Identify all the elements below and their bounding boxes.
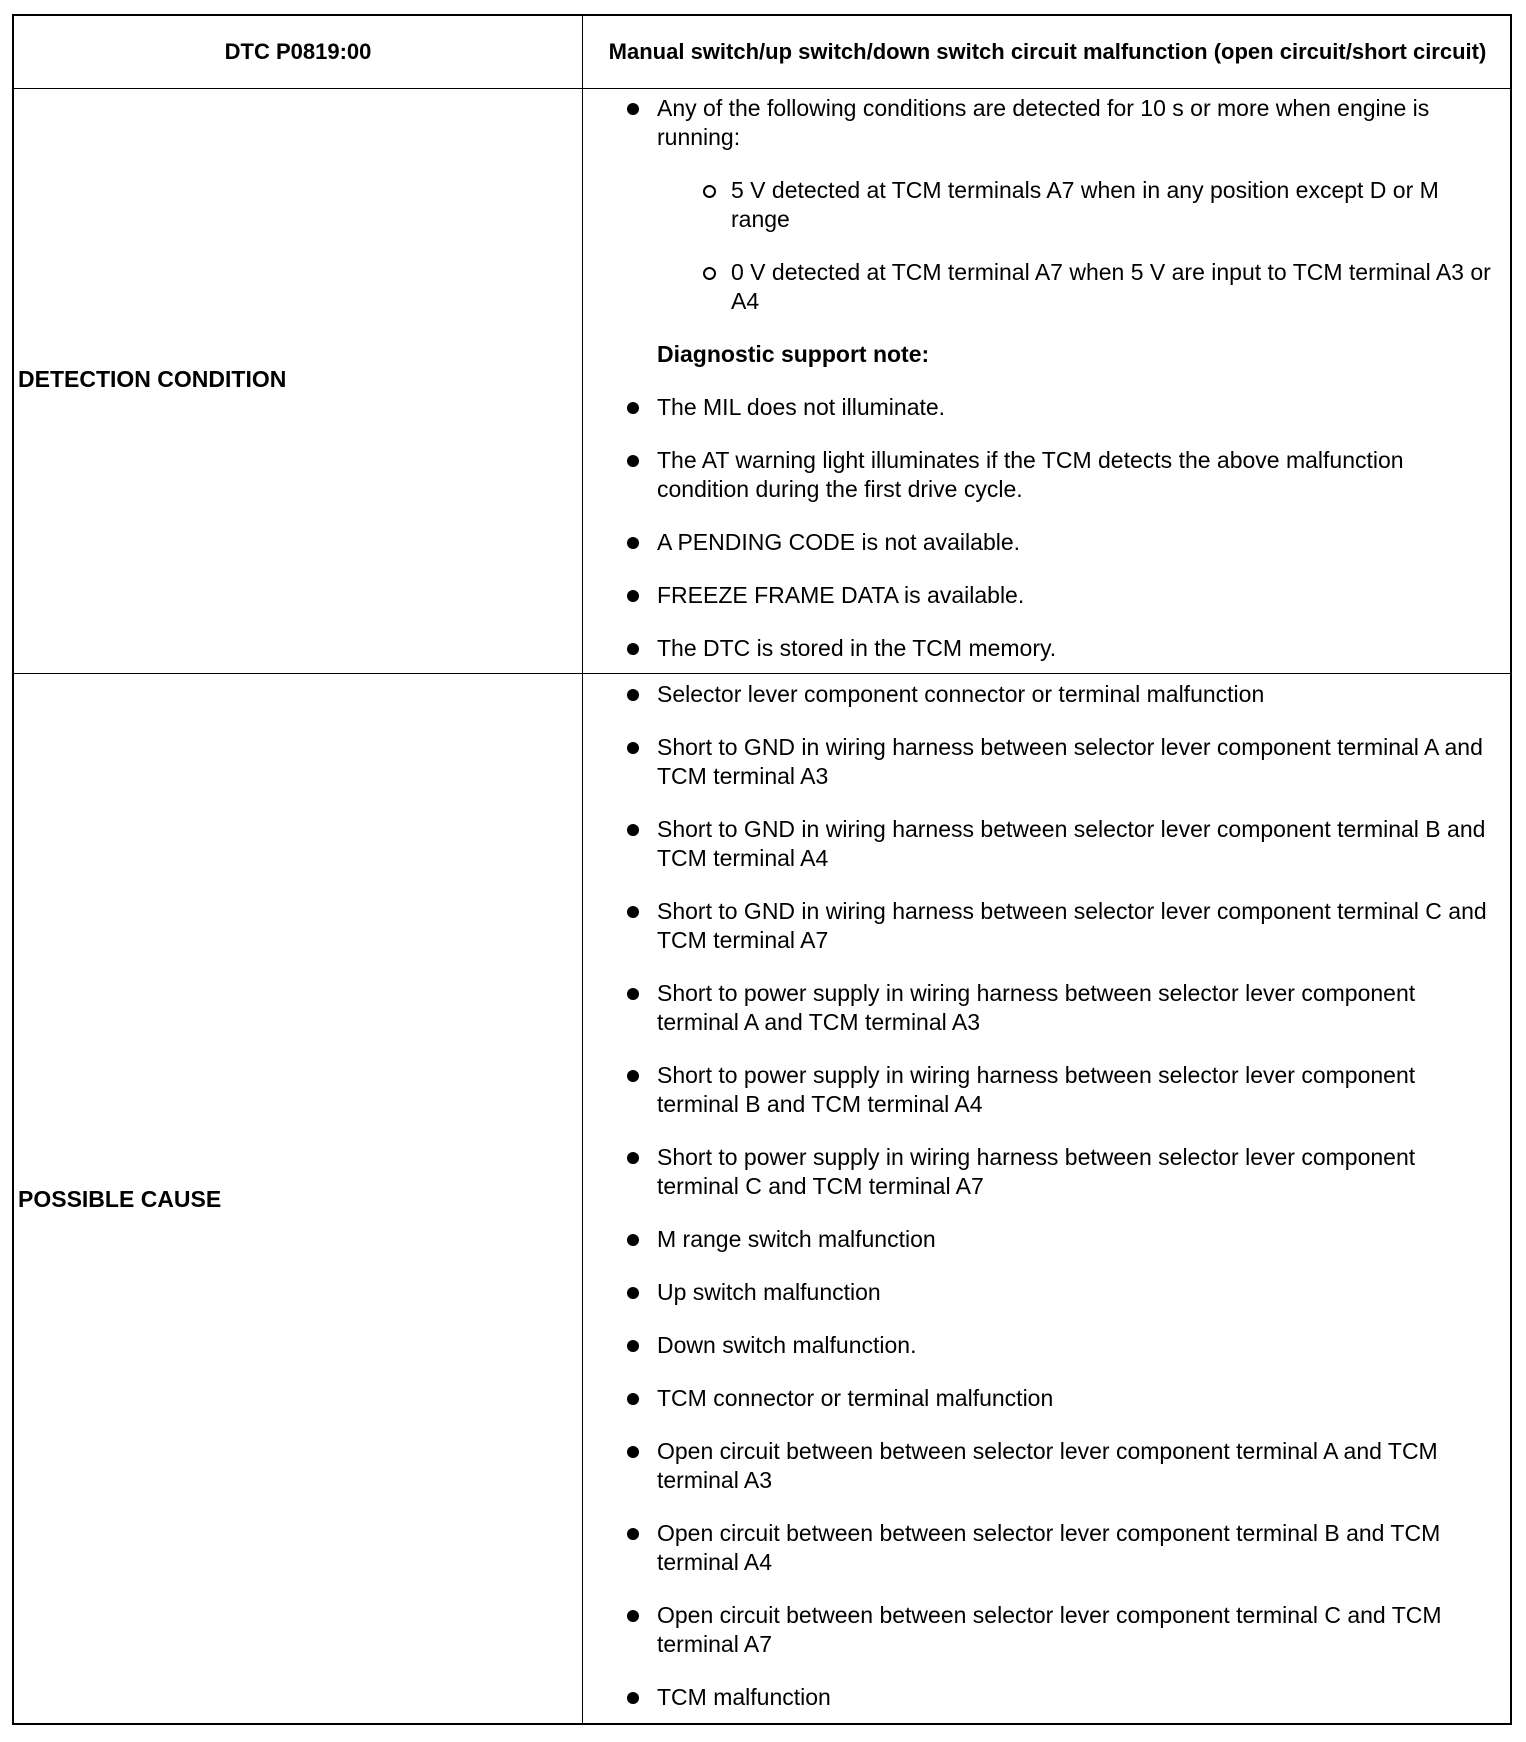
detection-intro: Any of the following conditions are detected for 10 s or more when engine is running: xyxy=(657,95,1430,150)
list-item xyxy=(627,94,1496,152)
dtc-table xyxy=(12,14,1512,1725)
list-item xyxy=(627,680,1496,709)
list-item xyxy=(627,1683,1496,1712)
bullet-icon xyxy=(627,455,639,467)
list-item xyxy=(627,1225,1496,1254)
list-item xyxy=(627,1061,1496,1119)
possible-cause-label: POSSIBLE CAUSE xyxy=(18,1186,222,1212)
dtc-code-header: DTC P0819:00 xyxy=(224,39,372,64)
sub-bullet-icon xyxy=(703,267,716,280)
detection-condition-content xyxy=(583,94,1512,663)
bullet-icon xyxy=(627,1393,639,1405)
list-item xyxy=(627,979,1496,1037)
detection-condition-label: DETECTION CONDITION xyxy=(18,366,287,392)
bullet-icon xyxy=(627,906,639,918)
bullet-icon xyxy=(627,1610,639,1622)
list-item xyxy=(627,528,1496,557)
bullet-icon xyxy=(627,537,639,549)
bullet-icon xyxy=(627,689,639,701)
dtc-description-header: Manual switch/up switch/down switch circuit malfunction (open circuit/short circuit) xyxy=(608,39,1487,64)
note-text: The DTC is stored in the TCM memory. xyxy=(657,635,1057,661)
bullet-icon xyxy=(627,824,639,836)
bullet-icon xyxy=(627,1287,639,1299)
list-item xyxy=(627,176,1496,234)
possible-cause-content xyxy=(583,680,1512,1712)
cause-text: Open circuit between between selector lever component terminal A and TCM terminal A3 xyxy=(657,1438,1438,1493)
note-text: The AT warning light illuminates if the TCM detects the above malfunction condition during the first drive cycle. xyxy=(657,447,1404,502)
bullet-icon xyxy=(627,1152,639,1164)
bullet-icon xyxy=(627,1446,639,1458)
bullet-icon xyxy=(627,1070,639,1082)
cause-text: Selector lever component connector or terminal malfunction xyxy=(657,681,1265,707)
cause-text: TCM malfunction xyxy=(657,1684,831,1710)
note-text: FREEZE FRAME DATA is available. xyxy=(657,582,1025,608)
bullet-icon xyxy=(627,103,639,115)
bullet-icon xyxy=(627,590,639,602)
list-item xyxy=(627,393,1496,422)
bullet-icon xyxy=(627,1692,639,1704)
cause-text: Short to GND in wiring harness between selector lever component terminal A and TCM terminal A3 xyxy=(657,734,1483,789)
row-divider xyxy=(14,673,1510,674)
cause-text: Short to power supply in wiring harness between selector lever component terminal A and TCM terminal A3 xyxy=(657,980,1416,1035)
cause-text: Open circuit between between selector lever component terminal B and TCM terminal A4 xyxy=(657,1520,1441,1575)
header-divider xyxy=(14,88,1510,89)
list-item xyxy=(627,1331,1496,1360)
condition-text: 5 V detected at TCM terminals A7 when in any position except D or M range xyxy=(731,177,1439,232)
cause-text: TCM connector or terminal malfunction xyxy=(657,1385,1054,1411)
list-item xyxy=(627,733,1496,791)
list-item xyxy=(627,1384,1496,1413)
bullet-icon xyxy=(627,988,639,1000)
cause-text: Short to GND in wiring harness between selector lever component terminal B and TCM terminal A4 xyxy=(657,816,1486,871)
bullet-icon xyxy=(627,643,639,655)
list-item xyxy=(627,1143,1496,1201)
bullet-icon xyxy=(627,1234,639,1246)
sub-bullet-icon xyxy=(703,185,716,198)
list-item xyxy=(627,1278,1496,1307)
cause-text: Short to power supply in wiring harness between selector lever component terminal B and TCM terminal A4 xyxy=(657,1062,1416,1117)
list-item xyxy=(627,1601,1496,1659)
cause-text: Open circuit between between selector lever component terminal C and TCM terminal A7 xyxy=(657,1602,1442,1657)
bullet-icon xyxy=(627,1528,639,1540)
list-item xyxy=(627,1519,1496,1577)
cause-text: Short to power supply in wiring harness between selector lever component terminal C and TCM terminal A7 xyxy=(657,1144,1416,1199)
cause-text: Short to GND in wiring harness between selector lever component terminal C and TCM terminal A7 xyxy=(657,898,1487,953)
list-item xyxy=(627,634,1496,663)
list-item xyxy=(627,446,1496,504)
bullet-icon xyxy=(627,402,639,414)
list-item xyxy=(627,1437,1496,1495)
cause-text: Up switch malfunction xyxy=(657,1279,881,1305)
note-text: A PENDING CODE is not available. xyxy=(657,529,1021,555)
note-text: The MIL does not illuminate. xyxy=(657,394,946,420)
list-item xyxy=(627,581,1496,610)
cause-text: Down switch malfunction. xyxy=(657,1332,917,1358)
condition-text: 0 V detected at TCM terminal A7 when 5 V are input to TCM terminal A3 or A4 xyxy=(731,259,1491,314)
list-item xyxy=(627,897,1496,955)
list-item xyxy=(627,815,1496,873)
bullet-icon xyxy=(627,1340,639,1352)
list-item xyxy=(627,258,1496,316)
diagnostic-note-heading: Diagnostic support note: xyxy=(657,341,930,367)
cause-text: M range switch malfunction xyxy=(657,1226,936,1252)
bullet-icon xyxy=(627,742,639,754)
